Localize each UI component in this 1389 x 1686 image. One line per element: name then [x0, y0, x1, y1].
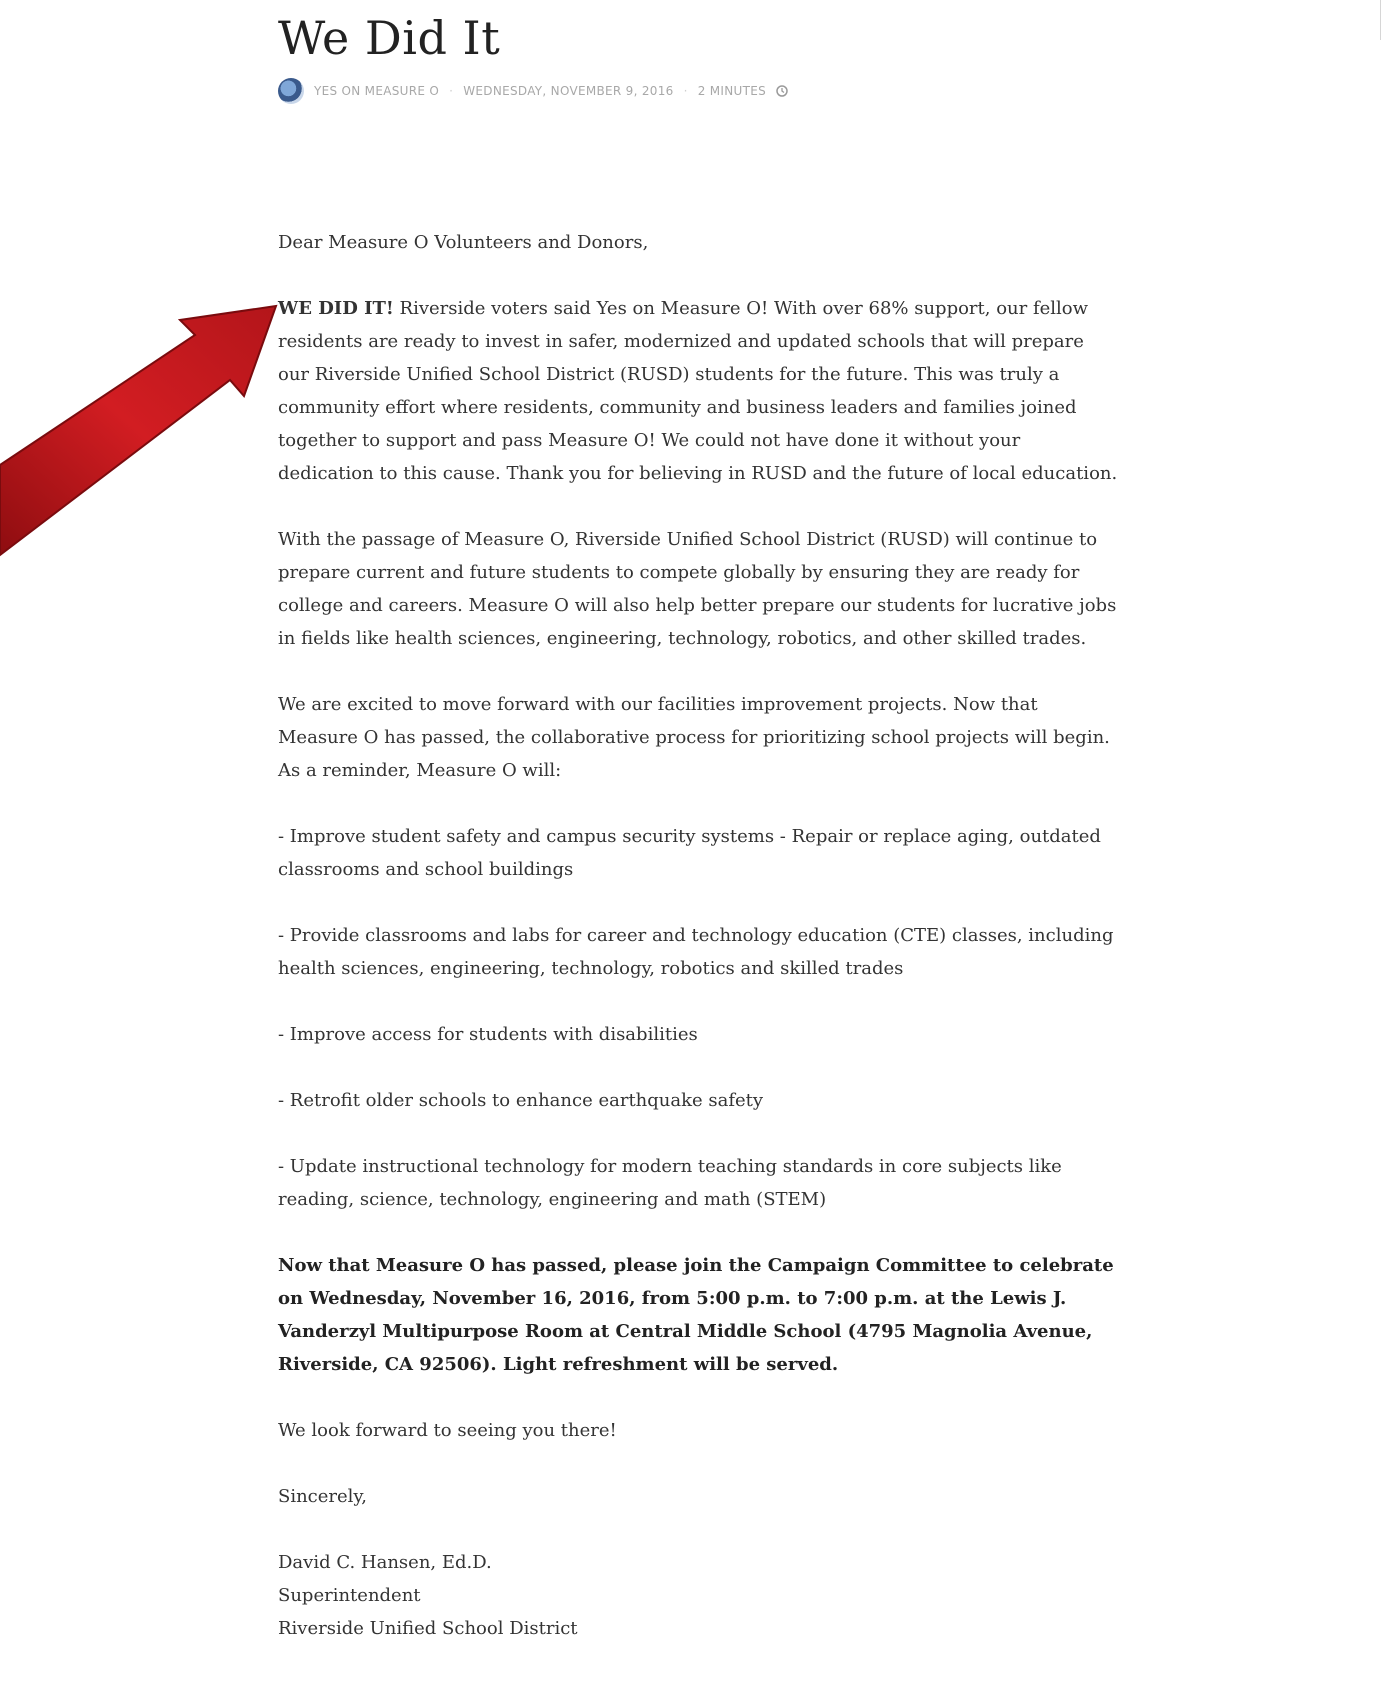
list-item: - Retrofit older schools to enhance earthquake safety [278, 1090, 764, 1111]
paragraph-facilities: We are excited to move forward with our facilities improvement projects. Now that Measure O has passed, the collaborative process for prioritizing school projects will begin. As a reminder, Measure O will: [278, 694, 1110, 781]
clock-icon [776, 85, 788, 97]
signature-block [278, 1546, 1118, 1645]
author-avatar[interactable] [278, 78, 304, 104]
read-time: 2 MINUTES [697, 84, 767, 98]
list-item: - Update instructional technology for modern teaching standards in core subjects like reading, science, technology, engineering and math (STEM) [278, 1156, 1062, 1210]
list-item: - Provide classrooms and labs for career and technology education (CTE) classes, including health sciences, engineering, technology, robotics and skilled trades [278, 925, 1114, 979]
post-content [278, 226, 1118, 1645]
blog-post [278, 8, 1118, 1678]
paragraph-intro [278, 292, 1118, 490]
window-edge-divider [1380, 0, 1381, 40]
closing-line: We look forward to seeing you there! [278, 1420, 617, 1441]
author-link[interactable]: YES ON MEASURE O [314, 84, 440, 98]
signature-org: Riverside Unified School District [278, 1618, 578, 1639]
post-meta [278, 78, 1118, 104]
meta-separator: · [449, 84, 454, 98]
greeting: Dear Measure O Volunteers and Donors, [278, 232, 649, 253]
signature-title: Superintendent [278, 1585, 421, 1606]
red-arrow-icon [0, 300, 280, 560]
signoff: Sincerely, [278, 1486, 367, 1507]
intro-lead: WE DID IT! [278, 298, 394, 319]
post-title: We Did It [278, 11, 501, 65]
signature-name: David C. Hansen, Ed.D. [278, 1552, 492, 1573]
paragraph-passage: With the passage of Measure O, Riverside Unified School District (RUSD) will continue to prepare current and future students to compete globally by ensuring they are ready for college and careers. Measure O will also help better prepare our students for lucrative jobs in fields like health sciences, engineering, technology, robotics, and other skilled trades. [278, 529, 1117, 649]
event-announcement: Now that Measure O has passed, please join the Campaign Committee to celebrate on Wednesday, November 16, 2016, from 5:00 p.m. to 7:00 p.m. at the Lewis J. Vanderzyl Multipurpose Room at Central Middle School (4795 Magnolia Avenue, Riverside, CA 92506). Light refreshment will be served. [278, 1255, 1114, 1375]
list-item: - Improve access for students with disabilities [278, 1024, 698, 1045]
intro-body: Riverside voters said Yes on Measure O! With over 68% support, our fellow residents are ready to invest in safer, modernized and updated schools that will prepare our Riverside Unified School District (RUSD) students for the future. This was truly a community effort where residents, community and business leaders and families joined together to support and pass Measure O! We could not have done it without your dedication to this cause. Thank you for believing in RUSD and the future of local education. [278, 298, 1118, 484]
list-item: - Improve student safety and campus security systems - Repair or replace aging, outdated classrooms and school buildings [278, 826, 1101, 880]
post-date[interactable]: WEDNESDAY, NOVEMBER 9, 2016 [463, 84, 674, 98]
meta-separator: · [683, 84, 688, 98]
